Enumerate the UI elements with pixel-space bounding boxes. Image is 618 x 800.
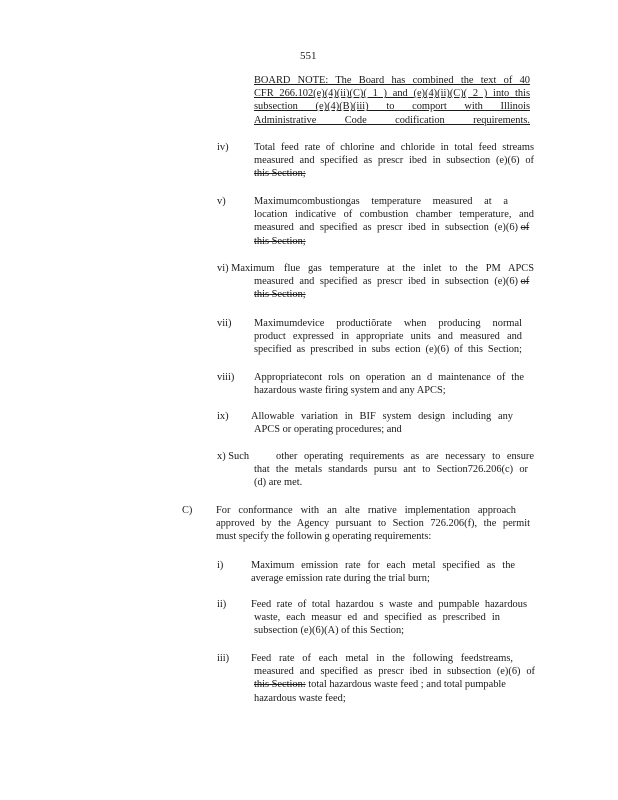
item-x-text [254,450,534,490]
text-line: that the metals standards pursu ant to Section726.206(c) or [254,464,528,476]
item-label: ii) [217,599,227,610]
struck-text: this Section: [254,679,306,691]
text-line: measured and specified as prescr ibed in subsection (e)(6) of [254,666,535,678]
item-label: vi) Maximum [217,263,275,274]
text-line: hazardous waste feed; [254,692,346,704]
item-label: iv) [217,142,229,153]
text-line: specified as prescribed in subs ection (e)(6) of this Section; [254,344,522,356]
board-note-line: subsection (e)(4)(B)(iii) to comport with Illinois [254,101,530,113]
text-line: hazardous waste firing system and any APCS; [254,385,446,397]
item-vii-text [254,317,522,357]
struck-text: this Section; [254,168,306,180]
text-line: approved by the Agency pursuant to Section 726.206(f), the permit [216,518,530,530]
text-line: Allowable variation in BIF system design including any [251,411,513,422]
section-c-label: C) [182,505,193,516]
item-c-ii-text [251,598,527,638]
text-line: Maximum emission rate for each metal specified as the [251,560,515,571]
item-ix-text [251,410,513,436]
text-line: Feed rate of total hazardou s waste and pumpable hazardous [251,599,527,610]
text-line: Total feed rate of chlorine and chloride in total feed streams [254,142,534,153]
text-line: location indicative of combustion chamber temperature, and [254,209,534,221]
item-label: x) Such [217,451,250,462]
struck-text: of [520,276,530,288]
text-line: other operating requirements as are necessary to ensure [276,451,534,462]
board-note [254,74,530,127]
text-line: flue gas temperature at the inlet to the PM APCS [284,263,534,274]
text-line: average emission rate during the trial burn; [251,573,430,585]
text-line: Feed rate of each metal in the following feedstreams, [251,653,513,664]
text-line: Appropriatecont rols on operation an d maintenance of the [254,372,524,383]
item-viii-text [254,371,524,397]
item-label: v) [217,196,226,207]
text-line: measured and specified as prescr ibed in subsection (e)(6) [254,222,518,234]
item-label: vii) [217,318,232,329]
text-line: For conformance with an alte rnative implementation approach [216,505,516,516]
text-line: measured and specified as prescr ibed in subsection (e)(6) [254,276,518,288]
struck-text: this Section; [254,235,306,247]
item-label: ix) [217,411,229,422]
text-line: APCS or operating procedures; and [254,424,402,436]
text-line: Maximumcombustiongas temperature measured at a [254,196,508,207]
board-note-line: Administrative Code codification requirements. [254,114,530,126]
text-line: Maximumdevice productiõrate when producing normal [254,318,522,329]
text-line: subsection (e)(6)(A) of this Section; [254,625,405,637]
item-label: viii) [217,372,235,383]
item-label: i) [217,560,224,571]
item-label: iii) [217,653,230,664]
text-line: waste, each measur ed and specified as prescribed in [254,612,500,624]
section-c-text [216,504,530,544]
text-line: product expressed in appropriate units and measured and [254,331,522,343]
item-c-i-text [251,559,515,585]
item-iv-text [254,141,534,181]
text-line: measured and specified as prescr ibed in subsection (e)(6) of [254,155,534,167]
struck-text: of [520,222,530,234]
item-vi-text [254,262,534,302]
page-number: 551 [300,50,317,62]
text-line: (d) are met. [254,477,303,489]
item-c-iii-text [251,652,535,705]
text-line: total hazardous waste feed ; and total pumpable [305,679,506,691]
struck-text: this Section; [254,289,306,301]
board-note-line: BOARD NOTE: The Board has combined the text of 40 [254,75,530,86]
text-line: must specify the followin g operating requirements: [216,531,432,543]
board-note-line: CFR 266.102(e)(4)(ii)(C)( 1 ) and (e)(4)(ii)(C)( 2 ) into this [254,88,530,100]
item-v-text [254,195,534,248]
